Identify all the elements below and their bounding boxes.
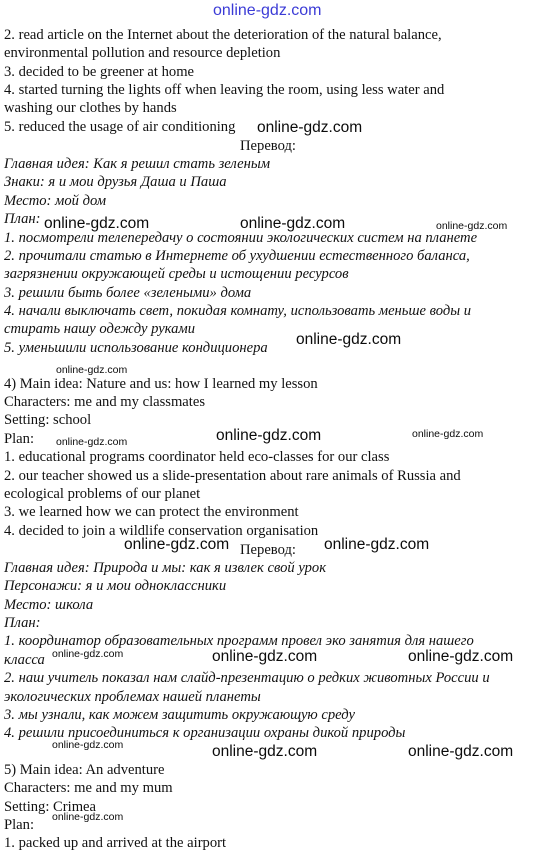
t3-item1: 1. посмотрели телепередачу о состоянии экологических систем на планете [4,230,478,246]
t4-plan: План: [4,615,41,631]
s4-main-idea: 4) Main idea: Nature and us: how I learned my lesson [4,376,318,392]
watermark: online-gdz.com [124,536,230,553]
t4-item3: 3. мы узнали, как можем защитить окружающую среду [4,707,355,723]
s4-item4: 4. decided to join a wildlife conservation organisation [4,523,319,539]
watermark: online-gdz.com [56,364,128,376]
t4-characters: Персонажи: я и мои одноклассники [4,578,227,594]
s5-plan: Plan: [4,817,34,833]
s3-item5: 5. reduced the usage of air conditioning [4,119,236,135]
t4-item2-line2: экологических проблемах нашей планеты [4,689,261,705]
translation3-header: Перевод: [240,138,296,154]
watermark: online-gdz.com [412,428,484,440]
t4-item1-line1: 1. координатор образовательных программ провел эко занятия для нашего [4,633,474,649]
t3-item3: 3. решили быть более «зелеными» дома [4,285,252,301]
watermark: online-gdz.com [436,220,508,232]
t4-setting: Место: школа [4,597,94,613]
t3-item4-line2: стирать нашу одежду руками [4,321,196,337]
watermark: online-gdz.com [56,436,128,448]
s4-characters: Characters: me and my classmates [4,394,205,410]
s4-item2-line1: 2. our teacher showed us a slide-presentation about rare animals of Russia and [4,468,461,484]
s3-item2-line1: 2. read article on the Internet about the deterioration of the natural balance, [4,27,442,43]
s3-item2-line2: environmental pollution and resource depletion [4,45,281,61]
watermark: online-gdz.com [212,743,318,760]
t3-main-idea: Главная идея: Как я решил стать зеленым [4,156,271,172]
t3-item2-line1: 2. прочитали статью в Интернете об ухудшении естественного баланса, [4,248,470,264]
s3-item4-line1: 4. started turning the lights off when leaving the room, using less water and [4,82,445,98]
t3-characters: Знаки: я и мои друзья Даша и Паша [4,174,227,190]
watermark: online-gdz.com [296,331,402,348]
watermark: online-gdz.com [216,427,322,444]
watermark: online-gdz.com [257,119,363,136]
s5-item1: 1. packed up and arrived at the airport [4,835,227,851]
t4-item4: 4. решили присоединиться к организации охраны дикой природы [4,725,406,741]
watermark: online-gdz.com [52,648,124,660]
watermark: online-gdz.com [324,536,430,553]
watermark: online-gdz.com [52,739,124,751]
s4-plan: Plan: [4,431,34,447]
s4-setting: Setting: school [4,412,92,428]
t4-main-idea: Главная идея: Природа и мы: как я извлек свой урок [4,560,327,576]
s5-setting: Setting: Crimea [4,799,97,815]
s4-item2-line2: ecological problems of our planet [4,486,201,502]
s4-item1: 1. educational programs coordinator held eco-classes for our class [4,449,390,465]
t3-item2-line2: загрязнении окружающей среды и истощении ресурсов [4,266,349,282]
watermark: online-gdz.com [408,648,514,665]
s4-item3: 3. we learned how we can protect the environment [4,504,299,520]
s3-item3: 3. decided to be greener at home [4,64,195,80]
s5-characters: Characters: me and my mum [4,780,173,796]
t3-item4-line1: 4. начали выключать свет, покидая комнату, использовать меньше воды и [4,303,472,319]
t4-item1-line2: класса [4,652,45,668]
s5-main-idea: 5) Main idea: An adventure [4,762,165,778]
t3-plan: План: [4,211,41,227]
t3-setting: Место: мой дом [4,193,107,209]
watermark: online-gdz.com [240,215,346,232]
watermark: online-gdz.com [44,215,150,232]
watermark: online-gdz.com [408,743,514,760]
t4-item2-line1: 2. наш учитель показал нам слайд-презентацию о редких животных России и [4,670,490,686]
translation4-header: Перевод: [240,542,296,558]
watermark: online-gdz.com [212,648,318,665]
watermark: online-gdz.com [52,811,124,823]
s3-item4-line2: washing our clothes by hands [4,100,177,116]
watermark-top: online-gdz.com [213,2,322,19]
t3-item5: 5. уменьшили использование кондиционера [4,340,268,356]
